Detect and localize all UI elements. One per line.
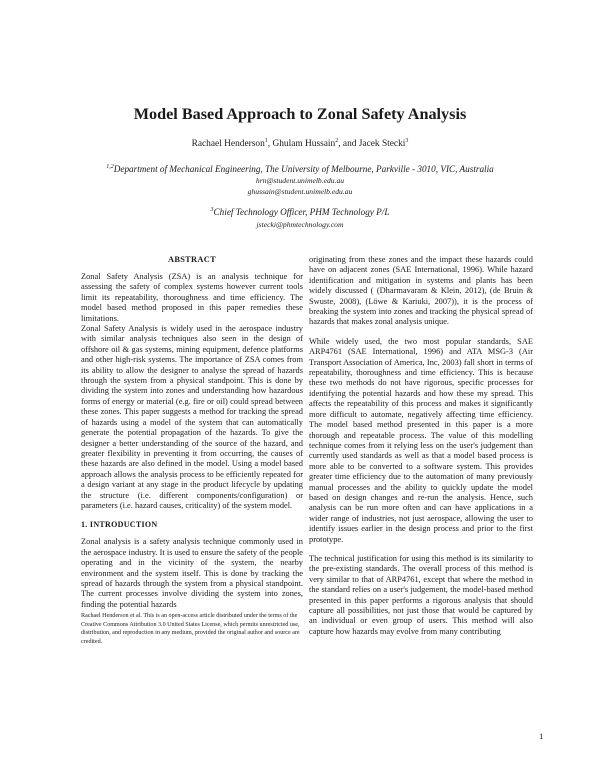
- page-number: 1: [539, 731, 544, 741]
- affiliation-2: [0, 206, 600, 218]
- author-superscript: 3: [405, 137, 409, 144]
- abstract-paragraph: Zonal Safety Analysis (ZSA) is an analysis technique for assessing the safety of complex systems however current tools limit its repeatability, thoroughness and time efficiency. The model based method proposed in this paper remedies these limitations.: [81, 272, 303, 323]
- author-superscript: 2: [335, 137, 339, 144]
- left-column: [81, 255, 303, 647]
- introduction-heading: 1. INTRODUCTION: [81, 520, 158, 530]
- body-paragraph: While widely used, the two most popular standards, SAE ARP4761 (SAE International, 1996) and ATA MSG-3 (Air Transport Association of America, Inc, 2003) fall short in terms of repeatability, thoroughness and time efficiency. This is because these two methods do not have rigorous, specific processes for identifying the potential hazards and how these my spread. This affects the repeatability of this process and makes it significantly more difficult to automate, negatively affecting time efficiency. The model based method presented in this paper is a more thorough and repeatable process. The value of this modelling technique comes from it relying less on the user's judgement than currently used standards as well as that a model based process is more able to be converted to a software system. This provides greater time efficiency due to the automation of many previously manual processes and the ability to quickly update the model based on design changes and re-run the analysis. Hence, such analysis can be run more often and can have applications in a wider range of industries, not just aerospace, allowing the user to identify issues earlier in the design process and prior to the first prototype.: [309, 336, 533, 544]
- introduction-paragraph: Zonal analysis is a safety analysis technique commonly used in the aerospace industry. It is used to ensure the safety of the people operating and in the vicinity of the system, the nearby environment and the system itself. This is done by tracking the spread of hazards through the system from a physical standpoint. The current processes involve dividing the system into zones, finding the potential hazards: [81, 537, 303, 609]
- author-email: ghussain@student.unimelb.edu.au: [247, 187, 353, 196]
- author-name: Rachael Henderson: [191, 139, 265, 149]
- author-name: , Ghulam Hussain: [267, 139, 336, 149]
- abstract-heading: ABSTRACT: [167, 255, 216, 264]
- body-paragraph: The technical justification for using this method is its similarity to the pre-existing standards. The overall process of this method is very similar to that of ARP4761, except that where the method in the standard relies on a user's judgement, the model-based method presented in this paper performs a rigorous analysis that should capture all possibilities, not just those that would be captured by an individual or even group of users. This method will also capture how hazards may evolve from many contributing: [309, 553, 533, 636]
- author-email: hrn@student.unimelb.edu.au: [255, 176, 345, 185]
- right-column: [309, 255, 533, 637]
- author-name: , and Jacek Stecki: [338, 139, 406, 149]
- license-footnote: Rachael Henderson et al. This is an open-access article distributed under the terms of the Creative Commons Attribution 3.0 United States License, which permits unrestricted use, distribution, and reproduction in any medium, provided the original author and source are credited.: [81, 613, 300, 645]
- author-superscript: 1: [264, 137, 268, 144]
- affiliation-text: Chief Technology Officer, PHM Technology P/L: [213, 207, 390, 217]
- affiliation-superscript: 3: [210, 206, 214, 213]
- affiliation-text: Department of Mechanical Engineering, The University of Melbourne, Parkville - 3010, VIC, Australia: [113, 164, 494, 174]
- paper-title: Model Based Approach to Zonal Safety Analysis: [133, 105, 467, 123]
- author-list: [0, 138, 600, 150]
- affiliation-1: [0, 163, 600, 175]
- body-paragraph: originating from these zones and the impact these hazards could have on adjacent zones (SAE International, 1996). While hazard identification and mitigation in systems and plants has been widely discussed ( (Dharmavaram & Klein, 2012), (de Bruin & Swuste, 2008), (Löwe & Kariuki, 2007)), it is the process of breaking the system into zones and tracking the physical spread of hazards that makes zonal analysis unique.: [309, 255, 533, 327]
- abstract-paragraph: Zonal Safety Analysis is widely used in the aerospace industry with similar analysis techniques also seen in the design of offshore oil & gas systems, mining equipment, defence platforms and other high-risk systems. The importance of ZSA comes from its ability to allow the designer to analyse the spread of hazards through the system from a physical standpoint. This is done by dividing the system into zones and understanding how hazardous forms of energy or material (e.g. fire or oil) could spread between these zones. This paper suggests a method for tracking the spread of hazards using a model of the system that can automatically generate the potential propagation of the hazards. To give the designer a better understanding of the source of the hazard, and greater flexibility in preventing it from occurring, the causes of these hazards are also defined in the model. Using a model based approach allows the analysis process to be efficiently repeated for a design variant at any stage in the product lifecycle by updating the structure (i.e. different components/configuration) or parameters (i.e. hazard causes, criticality) of the system model.: [81, 324, 303, 510]
- author-email: jstecki@phmtechnology.com: [256, 220, 344, 229]
- affiliation-superscript: 1,2: [106, 163, 114, 170]
